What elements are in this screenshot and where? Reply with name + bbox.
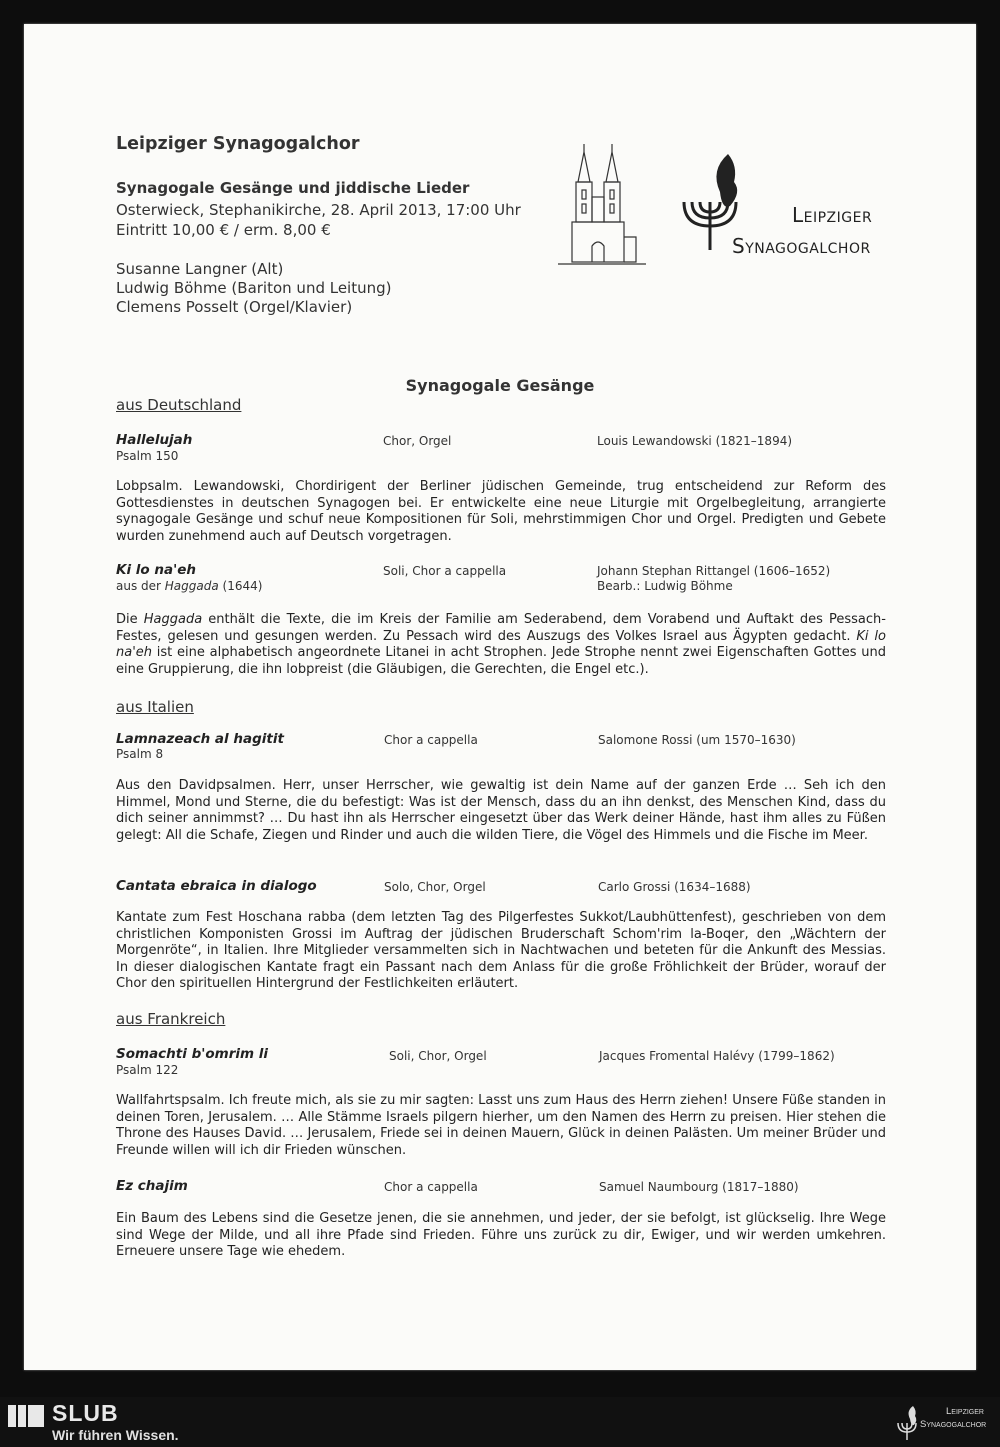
performer-list	[116, 260, 392, 317]
venue-line: Osterwieck, Stephanikirche, 28. April 2013, 17:00 Uhr	[116, 201, 521, 219]
piece-description: Die Haggada enthält die Texte, die im Kreis der Familie am Sederabend, dem Vorabend und Auftakt des Pessach-Festes, gelesen und gesungen werden. Zu Pessach wird des Auszugs des Volkes Israel aus Ägypten gedacht. Ki lo na'eh ist eine alphabetisch angeordnete Litanei in acht Strophen. Jede Strophe nennt zwei Eigenschaften Gottes und eine Gruppierung, die ihn lobpreist (die Gläubigen, die Gerechten, die Engel etc.).	[116, 612, 886, 677]
slub-logo-icon[interactable]	[8, 1403, 44, 1429]
piece-description: Ein Baum des Lebens sind die Gesetze jenen, die sie annehmen, und jeder, der sie befolgt, ist glückselig. Ihre Wege sind Wege der Milde, und all ihre Pfade sind Frieden. Führe uns zurück zu dir, Ewiger, und wir werden umkehren. Erneuere unsere Tage wie ehedem.	[116, 1211, 886, 1259]
piece-source: Psalm 8	[116, 747, 164, 761]
footer-menorah-icon	[896, 1405, 920, 1441]
piece-description: Wallfahrtspsalm. Ich freute mich, als sie zu mir sagten: Lasst uns zum Haus des Herrn ziehen! Unsere Füße standen in deinen Toren, Jerusalem. … Alle Stämme Israels pilgern hierher, um den Namen des Herrn zu preisen. Hier stehen die Throne des Hauses David. … Jerusalem, Friede sei in deinen Mauern, Glück in deinen Palästen. Um meiner Brüder und Freunde willen will ich dir Frieden wünschen.	[116, 1093, 886, 1158]
piece-source: aus der Haggada (1644)	[116, 579, 263, 593]
piece-arranger: Bearb.: Ludwig Böhme	[597, 579, 733, 593]
section-title: Synagogale Gesänge	[405, 376, 595, 395]
piece-scoring: Soli, Chor a cappella	[383, 564, 507, 578]
piece-composer: Samuel Naumbourg (1817–1880)	[599, 1180, 799, 1194]
choir-logo-text: Leipziger Synagogalchor	[732, 203, 873, 258]
organization-name: Leipziger Synagogalchor	[116, 134, 360, 154]
country-heading: aus Italien	[116, 698, 194, 716]
footer-choir-logo-text: Leipziger Synagogalchor	[920, 1406, 987, 1430]
program-title: Synagogale Gesänge und jiddische Lieder	[116, 179, 470, 197]
church-illustration	[554, 142, 650, 268]
piece-composer: Louis Lewandowski (1821–1894)	[597, 434, 793, 448]
piece-title: Cantata ebraica in dialogo	[116, 878, 317, 894]
piece-scoring: Chor, Orgel	[383, 434, 452, 448]
piece-composer: Johann Stephan Rittangel (1606–1652)	[597, 564, 831, 578]
piece-source: Psalm 122	[116, 1063, 179, 1077]
country-heading: aus Deutschland	[116, 396, 242, 414]
piece-title: Somachti b'omrim li	[116, 1046, 269, 1062]
piece-title: Hallelujah	[116, 432, 193, 448]
piece-description: Kantate zum Fest Hoschana rabba (dem letzten Tag des Pilgerfestes Sukkot/Laubhüttenfest), geschrieben von dem christlichen Komponisten Grossi im Auftrag der jüdischen Bruderschaft Schom'rim la-Boqer, den „Wächtern der Morgenröte“, in Italien. Ihre Mitglieder versammelten sich in Nachtwachen und beteten für die Ankunft des Messias. In dieser dialogischen Kantate fragt ein Passant nach dem Anlass für die große Fröhlichkeit der Brüder, worauf der Chor den spirituellen Hintergrund der Festlichkeiten erläutert.	[116, 910, 886, 991]
piece-composer: Jacques Fromental Halévy (1799–1862)	[599, 1049, 835, 1063]
piece-composer: Carlo Grossi (1634–1688)	[598, 880, 751, 894]
performer: Clemens Posselt (Orgel/Klavier)	[116, 298, 353, 316]
document-page	[24, 24, 976, 1370]
piece-composer: Salomone Rossi (um 1570–1630)	[598, 733, 796, 747]
piece-title: Lamnazeach al hagitit	[116, 731, 284, 747]
piece-scoring: Chor a cappella	[384, 1180, 478, 1194]
slub-name[interactable]: SLUB	[52, 1400, 119, 1426]
piece-description: Aus den Davidpsalmen. Herr, unser Herrscher, wie gewaltig ist dein Name auf der ganzen Erde … Seh ich den Himmel, Mond und Sterne, die du befestigt: Was ist der Mensch, dass du an ihn denkst, des Menschen Kind, dass du dich seiner annimmst? … Du hast ihn als Herrscher eingesetzt über das Werk deiner Hände, hast ihm alles zu Füßen gelegt: All die Schafe, Ziegen und Rinder und auch die wilden Tiere, die Vögel des Himmels und die Fische im Meer.	[116, 778, 886, 843]
price-line: Eintritt 10,00 € / erm. 8,00 €	[116, 221, 331, 239]
piece-scoring: Chor a cappella	[384, 733, 478, 747]
footer-bar	[0, 1397, 1000, 1447]
slub-claim: Wir führen Wissen.	[52, 1427, 179, 1443]
piece-scoring: Solo, Chor, Orgel	[384, 880, 486, 894]
piece-title: Ki lo na'eh	[116, 562, 197, 578]
piece-source: Psalm 150	[116, 449, 179, 463]
performer: Ludwig Böhme (Bariton und Leitung)	[116, 279, 392, 297]
piece-description: Lobpsalm. Lewandowski, Chordirigent der Berliner jüdischen Gemeinde, trug entscheidend zur Reform des Gottesdienstes in deutschen Synagogen bei. Er entwickelte eine neue Liturgie mit Orgelbegleitung, arrangierte synagogale Gesänge und schuf neue Kompositionen für Soli, mehrstimmigen Chor und Orgel. Predigten und Gebete wurden zunehmend auch auf Deutsch vorgetragen.	[116, 479, 886, 544]
piece-scoring: Soli, Chor, Orgel	[389, 1049, 487, 1063]
performer: Susanne Langner (Alt)	[116, 260, 284, 278]
country-heading: aus Frankreich	[116, 1010, 226, 1028]
piece-title: Ez chajim	[116, 1178, 188, 1194]
